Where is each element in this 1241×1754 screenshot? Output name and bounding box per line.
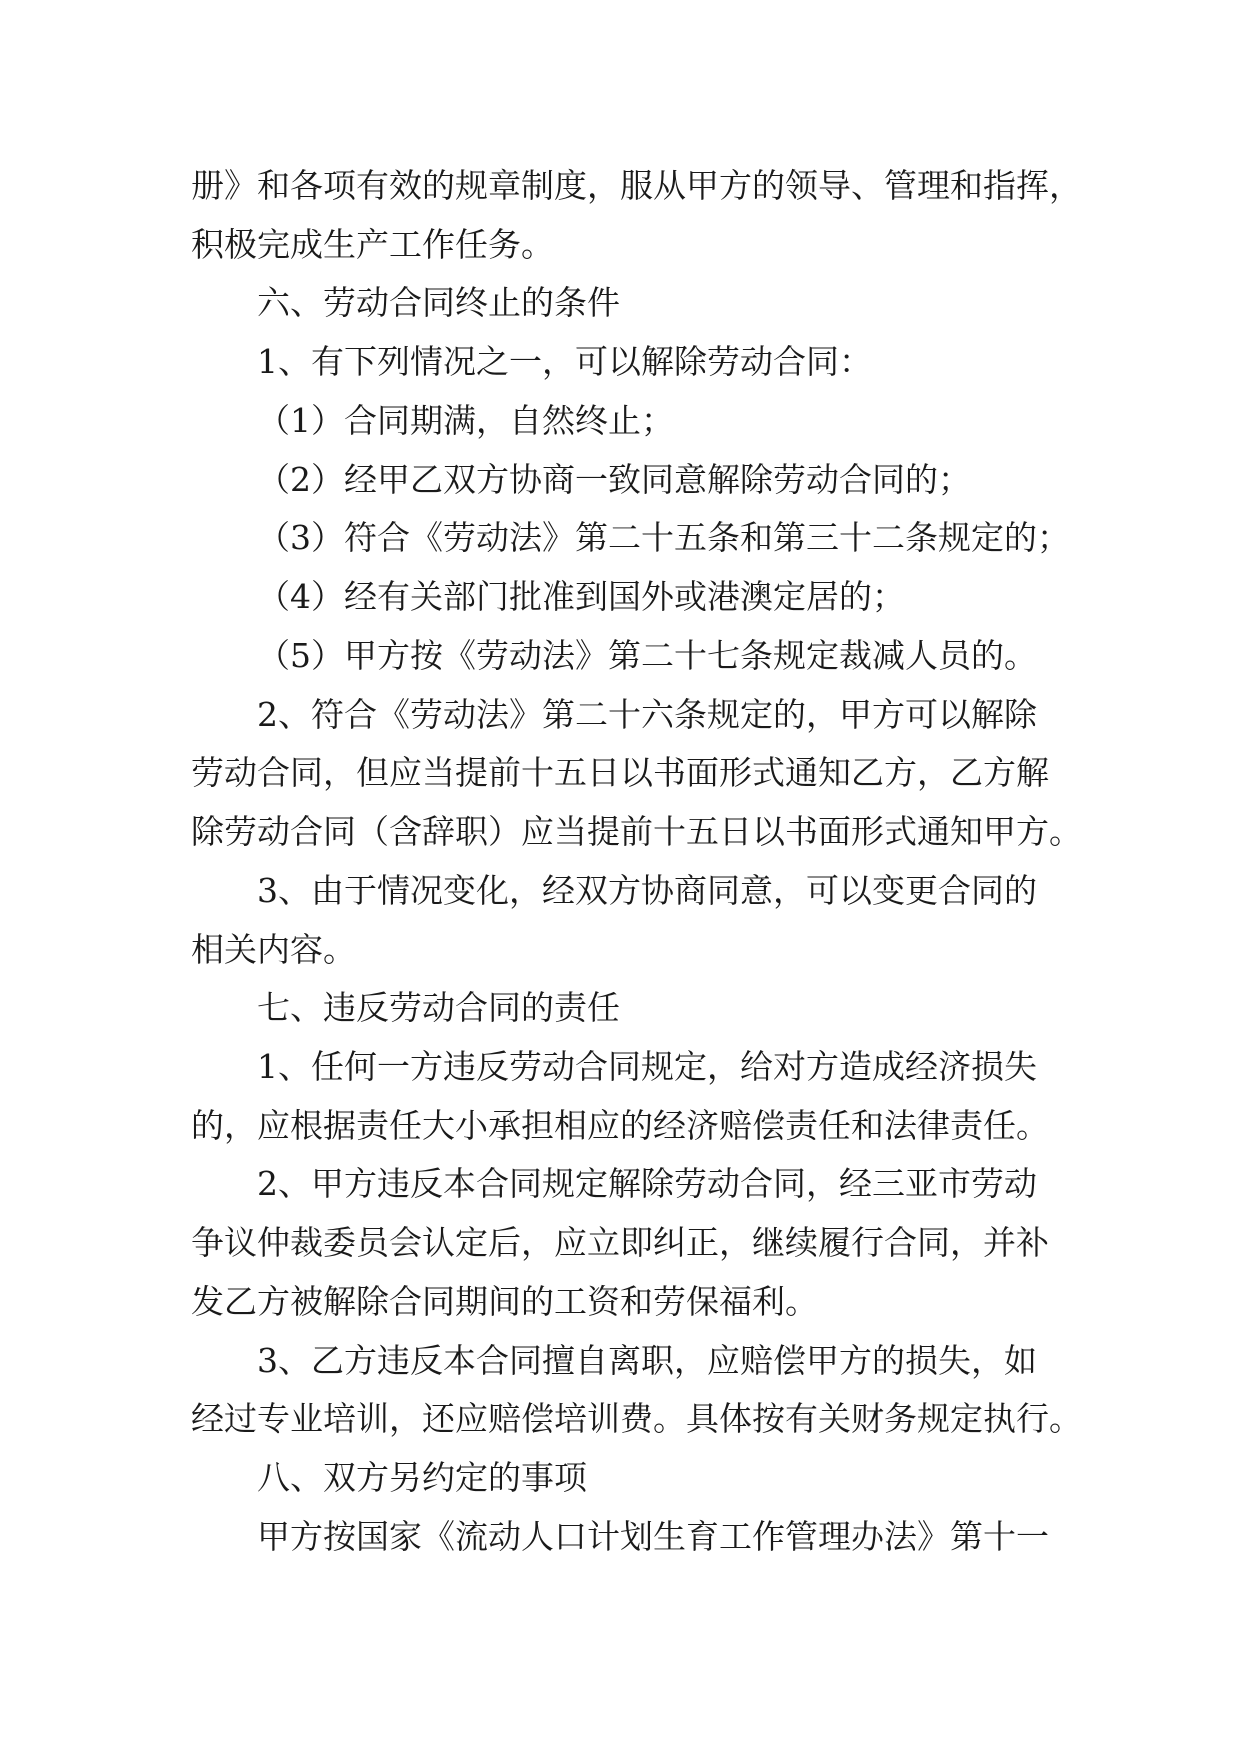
paragraph-line: 1、有下列情况之一，可以解除劳动合同：: [257, 342, 872, 382]
list-item-line: （1）合同期满，自然终止；: [257, 400, 674, 440]
list-item-line: （4）经有关部门批准到国外或港澳定居的；: [257, 577, 905, 617]
list-item: [191, 627, 1171, 686]
paragraph-line: 相关内容。: [191, 929, 356, 969]
section-heading: 六、劳动合同终止的条件: [257, 283, 620, 323]
list-item-line: （5）甲方按《劳动法》第二十七条规定裁减人员的。: [257, 635, 1037, 675]
clause-paragraph: [191, 862, 1171, 979]
list-item-line: （2）经甲乙双方协商一致同意解除劳动合同的；: [257, 459, 971, 499]
paragraph-line: 册》和各项有效的规章制度，服从甲方的领导、管理和指挥，: [191, 166, 1082, 205]
paragraph-line: 2、符合《劳动法》第二十六条规定的，甲方可以解除: [257, 694, 1037, 734]
section-heading: 八、双方另约定的事项: [257, 1458, 587, 1498]
list-item: [191, 568, 1171, 627]
list-item-line: （3）符合《劳动法》第二十五条和第三十二条规定的；: [257, 518, 1070, 558]
paragraph-line: 甲方按国家《流动人口计划生育工作管理办法》第十一: [257, 1516, 1049, 1556]
section-heading-6: [191, 274, 1171, 333]
document-body: [191, 157, 1171, 1567]
clause-paragraph: [191, 1038, 1171, 1155]
paragraph-continuation: [191, 157, 1171, 274]
section-heading-7: [191, 979, 1171, 1038]
list-item: [191, 451, 1171, 510]
paragraph-line: 3、乙方违反本合同擅自离职，应赔偿甲方的损失，如: [257, 1340, 1037, 1380]
paragraph-line: 的，应根据责任大小承担相应的经济赔偿责任和法律责任。: [191, 1105, 1049, 1145]
paragraph-line: 劳动合同，但应当提前十五日以书面形式通知乙方，乙方解: [191, 753, 1049, 793]
paragraph-line: 经过专业培训，还应赔偿培训费。具体按有关财务规定执行。: [191, 1399, 1082, 1439]
paragraph-line: 争议仲裁委员会认定后，应立即纠正，继续履行合同，并补: [191, 1223, 1049, 1263]
paragraph-line: 1、任何一方违反劳动合同规定，给对方造成经济损失: [257, 1047, 1037, 1087]
paragraph-line: 除劳动合同（含辞职）应当提前十五日以书面形式通知甲方。: [191, 812, 1082, 852]
section-heading-8: [191, 1449, 1171, 1508]
clause-paragraph: [191, 686, 1171, 862]
clause-paragraph: [191, 1155, 1171, 1331]
paragraph-line: 3、由于情况变化，经双方协商同意，可以变更合同的: [257, 870, 1037, 910]
list-item: [191, 509, 1171, 568]
clause-paragraph: [191, 1508, 1171, 1567]
paragraph-line: 发乙方被解除合同期间的工资和劳保福利。: [191, 1281, 818, 1321]
clause-paragraph: [191, 333, 1171, 392]
list-item: [191, 392, 1171, 451]
paragraph-line: 2、甲方违反本合同规定解除劳动合同，经三亚市劳动: [257, 1164, 1037, 1204]
paragraph-line: 积极完成生产工作任务。: [191, 224, 554, 264]
clause-paragraph: [191, 1332, 1171, 1449]
section-heading: 七、违反劳动合同的责任: [257, 988, 620, 1028]
